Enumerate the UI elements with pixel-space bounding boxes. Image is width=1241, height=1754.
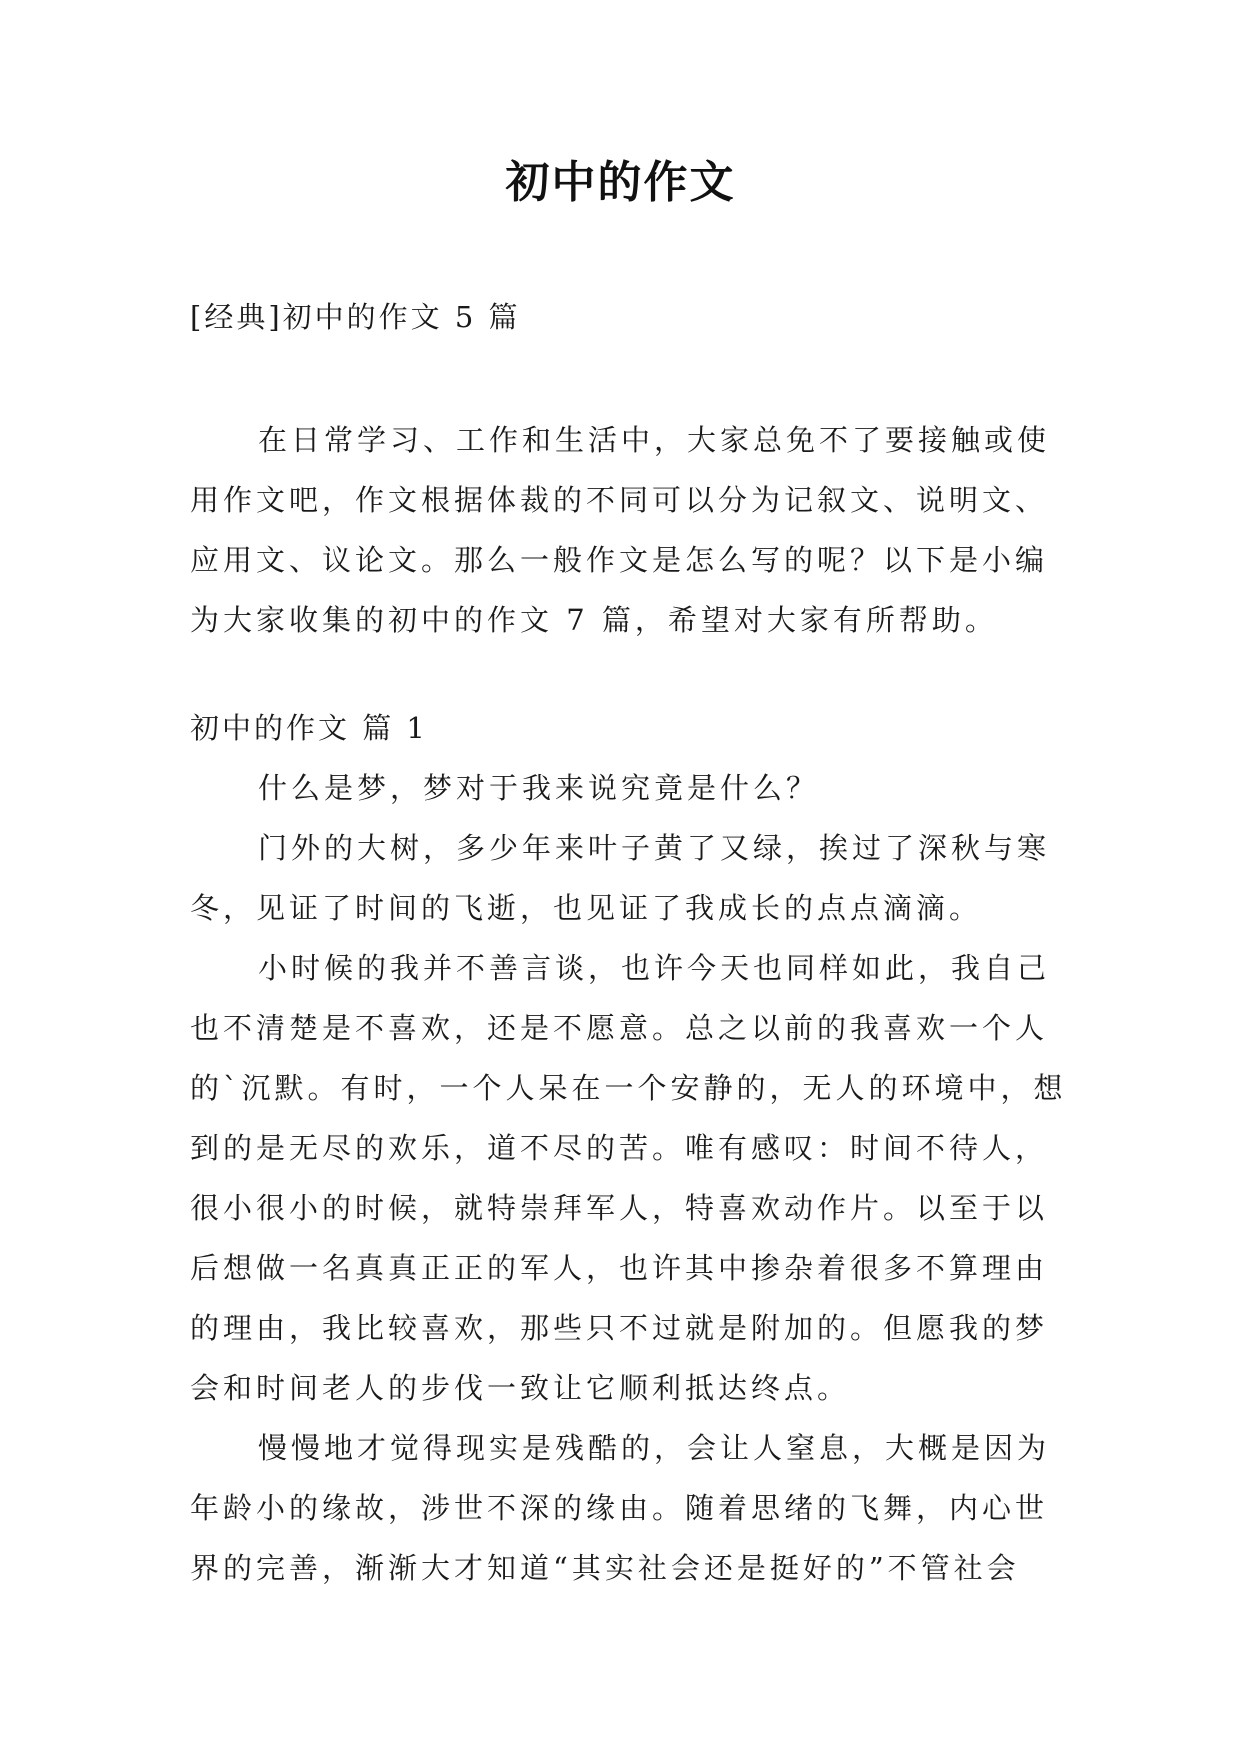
body-paragraph: 什么是梦，梦对于我来说究竟是什么？	[258, 771, 820, 805]
body-paragraph: 慢慢地才觉得现实是残酷的，会让人窒息，大概是因为年龄小的缘故，涉世不深的缘由。随着思绪的飞舞，内心世界的完善，渐渐大才知道“其实社会还是挺好的”不管社会	[190, 1431, 1051, 1585]
section-heading: 初中的作文 篇 1	[190, 711, 428, 745]
intro-paragraph: 在日常学习、工作和生活中，大家总免不了要接触或使用作文吧，作文根据体裁的不同可以分为记叙文、说明文、应用文、议论文。那么一般作文是怎么写的呢？以下是小编为大家收集的初中的作文 7 篇，希望对大家有所帮助。	[190, 423, 1051, 637]
document-subtitle: [经典]初中的作文 5 篇	[190, 300, 521, 334]
section-body	[190, 758, 1070, 1598]
document-title: 初中的作文	[505, 157, 736, 208]
body-paragraph: 小时候的我并不善言谈，也许今天也同样如此，我自己也不清楚是不喜欢，还是不愿意。总之以前的我喜欢一个人的`沉默。有时，一个人呆在一个安静的，无人的环境中，想到的是无尽的欢乐，道不尽的苦。唯有感叹：时间不待人，很小很小的时候，就特崇拜军人，特喜欢动作片。以至于以后想做一名真真正正的军人，也许其中掺杂着很多不算理由的理由，我比较喜欢，那些只不过就是附加的。但愿我的梦会和时间老人的步伐一致让它顺利抵达终点。	[190, 951, 1067, 1405]
body-paragraph: 门外的大树，多少年来叶子黄了又绿，挨过了深秋与寒冬，见证了时间的飞逝，也见证了我成长的点点滴滴。	[190, 831, 1051, 925]
